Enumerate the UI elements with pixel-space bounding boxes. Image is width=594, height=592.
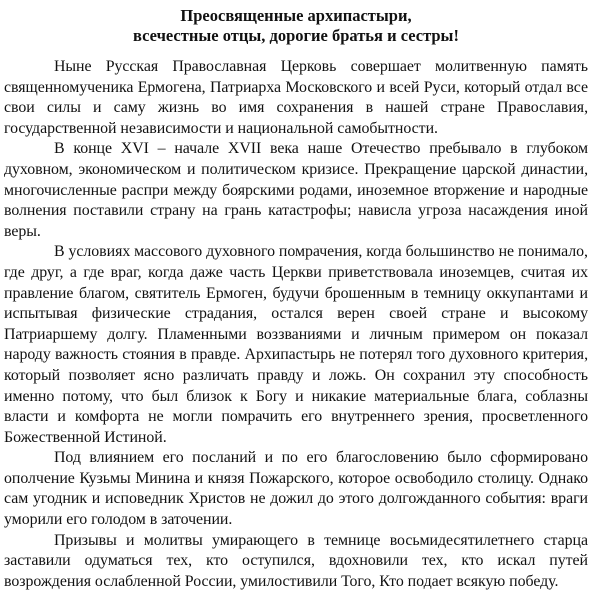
paragraph-4: Под влиянием его посланий и по его благословению было сформировано ополчение Кузьмы Минина и князя Пожарского, которое освободило столицу. Однако сам угодник и исповедник Христов не дожил до этого долгожданного события: враги уморили его голодом в заточении.: [4, 449, 588, 529]
heading-line-2: всечестные отцы, дорогие братья и сестры!: [133, 26, 459, 45]
paragraph-1: Ныне Русская Православная Церковь совершает молитвенную память священномученика Ермогена, Патриарха Московского и всей Руси, который отдал все свои силы и саму жизнь во имя сохранения в нашей стране Православия, государственной независимости и национальной самобытности.: [4, 58, 588, 137]
document-page: [4, 6, 588, 592]
paragraph-5: Призывы и молитвы умирающего в темнице восьмидесятилетнего старца заставили одуматься тех, кто оступился, вдохновили тех, кто искал путей возрождения ослабленной России, умилостивили Того, Кто подает всякую победу.: [4, 531, 588, 590]
document-heading: [4, 6, 588, 46]
paragraph-3: В условиях массового духовного помрачения, когда большинство не понимало, где друг, а где враг, когда даже часть Церкви приветствовала иноземцев, считая их правление благом, святитель Ермоген, будучи брошенным в темницу оккупантами и испытывая физические страдания, остался верен своей стране и высокому Патриаршему долгу. Пламенными воззваниями и личным примером он показал народу важность стояния в правде. Архипастырь не потерял того духовного критерия, который позволяет ясно различать правду и ложь. Он сохранил эту способность именно потому, что был близок к Богу и никакие материальные блага, соблазны власти и комфорта не могли помрачить его внутреннего зрения, просветленного Божественной Истиной.: [4, 243, 588, 446]
heading-line-1: Преосвященные архипастыри,: [180, 6, 412, 25]
paragraph-2: В конце XVI – начале XVII века наше Отечество пребывало в глубоком духовном, экономическом и политическом кризисе. Прекращение царской династии, многочисленные распри между боярскими родами, иноземное вторжение и народные волнения поставили страну на грань катастрофы; нависла угроза насаждения иной веры.: [4, 140, 588, 240]
